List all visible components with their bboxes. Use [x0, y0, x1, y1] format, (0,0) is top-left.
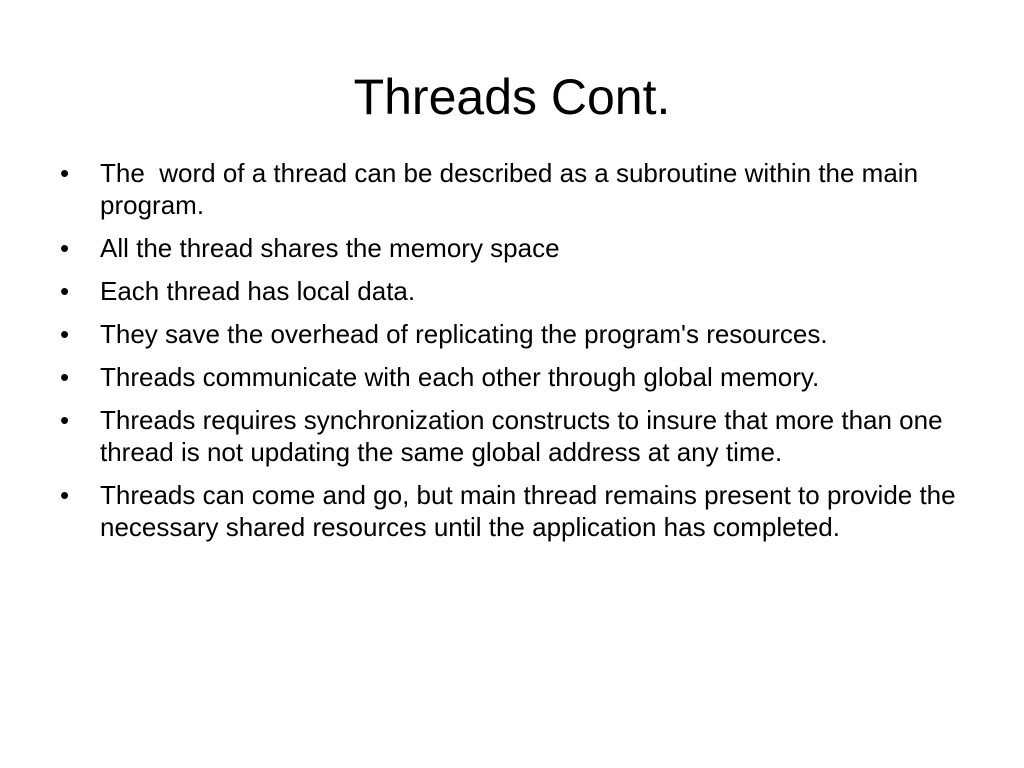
bullet-marker: • [60, 362, 70, 392]
bullet-marker: • [60, 319, 70, 349]
bullet-text: All the thread shares the memory space [100, 233, 560, 263]
bullet-item [60, 318, 970, 350]
slide-title: Threads Cont. [353, 69, 671, 125]
bullet-text: Threads can come and go, but main thread remains present to provide the necessary shared resources until the application has completed. [100, 480, 956, 542]
bullet-text: The word of a thread can be described as a subroutine within the main program. [100, 158, 926, 220]
bullet-text: Threads communicate with each other through global memory. [100, 362, 820, 392]
bullet-item [60, 232, 970, 264]
bullet-marker: • [60, 233, 70, 263]
bullet-marker: • [60, 405, 70, 435]
bullet-marker: • [60, 480, 70, 510]
bullet-item [60, 479, 970, 543]
bullet-marker: • [60, 276, 70, 306]
bullet-item [60, 275, 970, 307]
bullet-text: Threads requires synchronization constructs to insure that more than one thread is not updating the same global address at any time. [100, 405, 943, 467]
bullet-text: Each thread has local data. [100, 276, 416, 306]
bullet-list [60, 157, 970, 554]
bullet-item [60, 404, 970, 468]
bullet-marker: • [60, 158, 70, 188]
bullet-item [60, 361, 970, 393]
bullet-item [60, 157, 970, 221]
bullet-text: They save the overhead of replicating the program's resources. [100, 319, 828, 349]
